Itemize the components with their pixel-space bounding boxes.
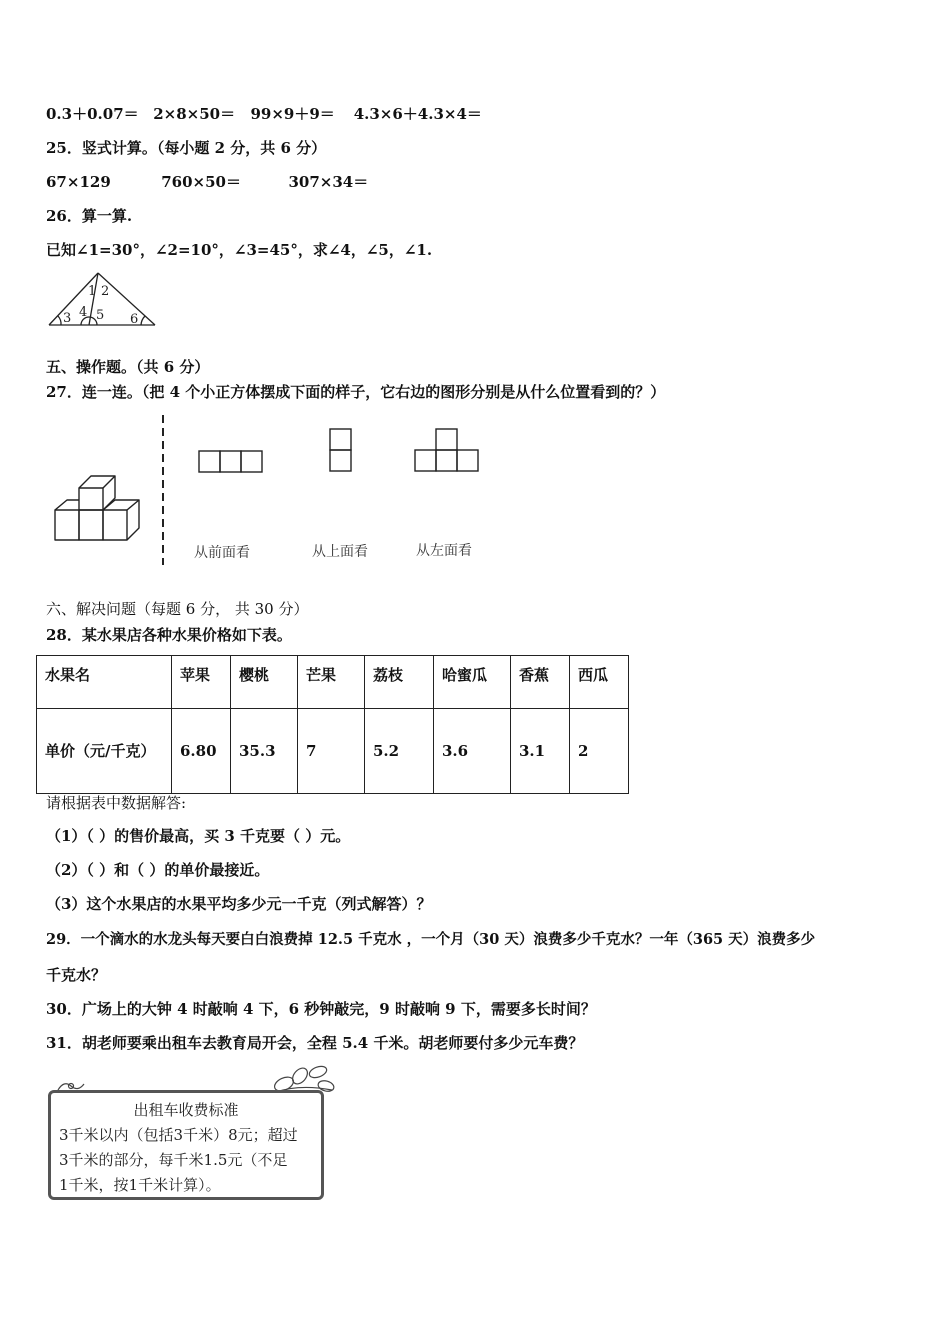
taxi-fare-card (48, 1090, 324, 1200)
q31: 31．胡老师要乘出租车去教育局开会，全程 5.4 千米。胡老师要付多少元车费？ (46, 1034, 584, 1052)
table-cell-fruit: 苹果 (172, 656, 231, 709)
q29-line-2: 千克水？ (46, 966, 107, 984)
table-cell-price: 6.80 (172, 709, 231, 794)
cube-edge (103, 476, 115, 488)
angle-label: 5 (96, 308, 105, 323)
cube-face (79, 510, 103, 540)
angle-label: 4 (79, 305, 88, 320)
cube-stack-figure (52, 470, 152, 546)
angle-arc (58, 316, 61, 325)
q29-line-1: 29．一个滴水的水龙头每天要白白浪费掉 12.5 千克水 ，一个月（30 天）浪费多少千克水？一年（365 天）浪费多少 (46, 931, 816, 948)
q28-sub-1: （1）（ ）的售价最高，买 3 千克要（ ）元。 (46, 827, 351, 845)
dashed-divider (160, 415, 166, 565)
table-cell-fruit: 樱桃 (231, 656, 298, 709)
angle-label: 2 (101, 284, 110, 299)
cube-face (79, 488, 103, 510)
q25-item: 67×129 (46, 173, 111, 191)
cube-edge (55, 500, 79, 510)
view-label-top: 从上面看 (312, 544, 368, 560)
view-label-front: 从前面看 (194, 545, 250, 561)
taxi-fare-line: 3千米以内（包括3千米）8元；超过 (59, 1126, 298, 1144)
cube-edge (103, 500, 139, 540)
table-cell-price: 3.6 (434, 709, 511, 794)
fruit-price-table (36, 655, 629, 794)
q25-item: 760×50＝ (161, 173, 241, 191)
triangle-figure (46, 268, 161, 330)
table-cell-fruit: 哈蜜瓜 (434, 656, 511, 709)
front-view-shape (196, 448, 266, 476)
q27-title: 27．连一连。（把 4 个小正方体摆成下面的样子，它右边的图形分别是从什么位置看到的？） (46, 383, 666, 401)
q26-text: 已知∠1=30°，∠2=10°，∠3=45°，求∠4，∠5，∠1. (46, 241, 433, 259)
table-cell-price: 7 (298, 709, 365, 794)
taxi-fare-title: 出租车收费标准 (133, 1101, 239, 1119)
triangle-right-side (98, 273, 155, 325)
angle-label: 6 (130, 312, 139, 327)
q25-items (46, 171, 368, 192)
q30: 30．广场上的大钟 4 时敲响 4 下，6 秒钟敲完，9 时敲响 9 下，需要多长时间？ (46, 1000, 596, 1018)
table-cell-fruit: 荔枝 (365, 656, 434, 709)
section-6-heading: 六、解决问题（每题 6 分， 共 30 分） (46, 600, 309, 618)
q28-title: 28．某水果店各种水果价格如下表。 (46, 626, 292, 644)
cube-face (55, 510, 79, 540)
view-label-left: 从左面看 (416, 543, 472, 559)
calc-item: 99×9＋9＝ (250, 105, 335, 123)
table-price-row (37, 709, 629, 794)
table-header-row (37, 656, 629, 709)
q28-sub-2: （2）（ ）和（ ）的单价最接近。 (46, 861, 270, 879)
q26-title: 26．算一算. (46, 207, 133, 225)
cube-edge (127, 500, 139, 510)
table-cell-fruit: 香蕉 (511, 656, 570, 709)
table-header-label: 水果名 (37, 656, 172, 709)
calc-item: 4.3×6＋4.3×4＝ (353, 105, 482, 123)
calc-item: 2×8×50＝ (153, 105, 236, 123)
cube-face (103, 510, 127, 540)
q25-title: 25．竖式计算。（每小题 2 分，共 6 分） (46, 139, 327, 157)
taxi-fare-line: 1千米，按1千米计算）。 (59, 1176, 221, 1194)
calc-item: 0.3＋0.07＝ (46, 105, 139, 123)
angle-label: 1 (88, 284, 97, 299)
table-cell-price: 35.3 (231, 709, 298, 794)
q28-sub-3: （3）这个水果店的水果平均多少元一千克（列式解答）？ (46, 895, 432, 913)
angle-label: 3 (63, 311, 72, 326)
top-view-shape (327, 426, 355, 474)
left-view-shape (412, 426, 482, 474)
table-row-label: 单价（元/千克） (37, 709, 172, 794)
q25-item: 307×34＝ (288, 173, 369, 191)
table-cell-price: 2 (570, 709, 629, 794)
calc-row (46, 103, 482, 124)
angle-arc (141, 316, 145, 325)
table-cell-fruit: 西瓜 (570, 656, 629, 709)
table-cell-fruit: 芒果 (298, 656, 365, 709)
q28-prompt: 请根据表中数据解答: (46, 794, 187, 812)
taxi-fare-line: 3千米的部分，每千米1.5元（不足 (59, 1151, 288, 1169)
table-cell-price: 3.1 (511, 709, 570, 794)
section-5-heading: 五、操作题。（共 6 分） (46, 358, 210, 376)
table-cell-price: 5.2 (365, 709, 434, 794)
